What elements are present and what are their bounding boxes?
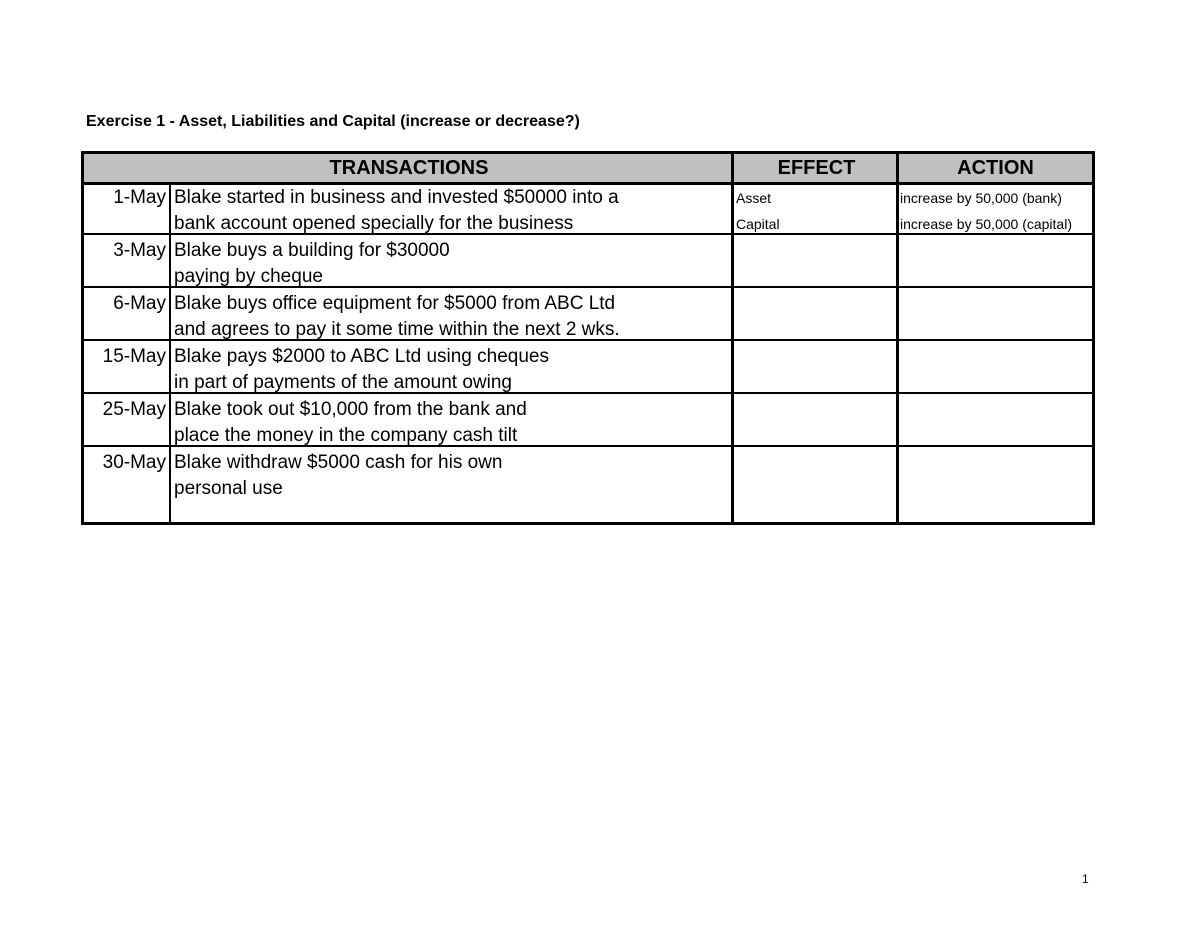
row-description [174, 291, 729, 343]
description-line: in part of payments of the amount owing [174, 372, 512, 393]
header-effect: EFFECT [734, 154, 899, 182]
description-line: and agrees to pay it some time within the next 2 wks. [174, 319, 620, 340]
description-line: Blake took out $10,000 from the bank and [174, 399, 527, 420]
row-description [174, 185, 729, 237]
description-line: bank account opened specially for the business [174, 213, 574, 234]
row-date: 6-May [113, 293, 166, 314]
row-date: 25-May [102, 399, 166, 420]
row-description [174, 450, 729, 502]
effect-line: Asset [736, 190, 772, 206]
description-line: Blake withdraw $5000 cash for his own [174, 452, 503, 473]
row-description [174, 397, 729, 449]
description-line: place the money in the company cash tilt [174, 425, 518, 446]
page-number: 1 [1082, 872, 1089, 886]
description-line: Blake started in business and invested $50000 into a [174, 187, 619, 208]
header-transactions: TRANSACTIONS [84, 154, 734, 182]
row-date: 30-May [102, 452, 166, 473]
transactions-table [81, 151, 1095, 525]
effect-line: Capital [736, 216, 780, 232]
row-date: 3-May [113, 240, 166, 261]
row-description [174, 238, 729, 290]
effect-column-divider [731, 154, 734, 522]
row-date: 1-May [113, 187, 166, 208]
description-line: Blake buys office equipment for $5000 from ABC Ltd [174, 293, 616, 314]
row-date: 15-May [102, 346, 166, 367]
header-action: ACTION [899, 154, 1092, 182]
description-line: Blake pays $2000 to ABC Ltd using cheques [174, 346, 549, 367]
action-column-divider [896, 154, 899, 522]
row-description [174, 344, 729, 396]
exercise-title: Exercise 1 - Asset, Liabilities and Capital (increase or decrease?) [86, 113, 580, 130]
description-line: Blake buys a building for $30000 [174, 240, 450, 261]
description-line: personal use [174, 478, 283, 499]
action-line: increase by 50,000 (capital) [900, 216, 1072, 232]
row-effect [736, 185, 894, 237]
row-action [900, 185, 1092, 237]
description-line: paying by cheque [174, 266, 323, 287]
action-line: increase by 50,000 (bank) [900, 190, 1062, 206]
